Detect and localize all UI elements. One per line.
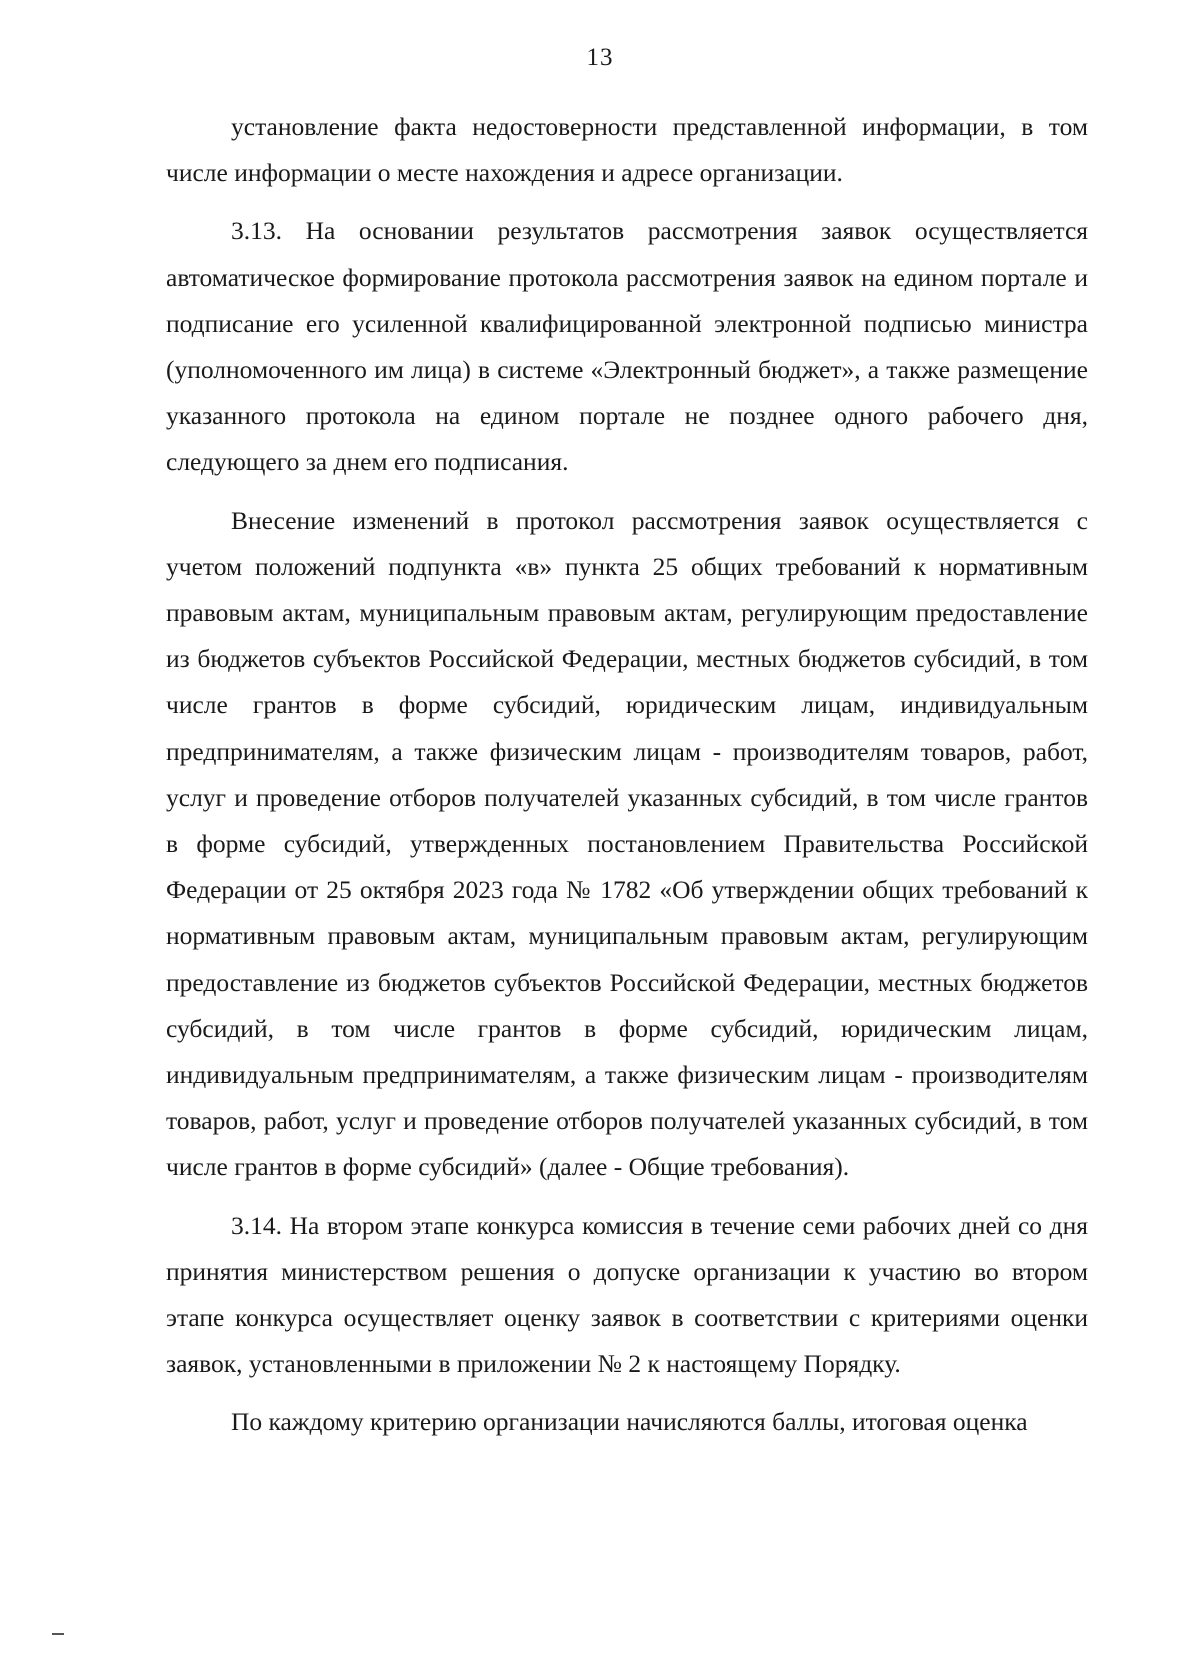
paragraph-scoring: По каждому критерию организации начисляются баллы, итоговая оценка — [231, 1407, 1028, 1437]
paragraph-3-13: 3.13. На основании результатов рассмотрения заявок осуществляется автоматическое формирование протокола рассмотрения заявок на едином портале и подписание его усиленной квалифицированной электронной подписью министра (уполномоченного им лица) в системе «Электронный бюджет», а также размещение указанного протокола на едином портале не позднее одного рабочего дня, следующего за днем его подписания. — [166, 216, 1088, 477]
paragraph-3-14: 3.14. На втором этапе конкурса комиссия в течение семи рабочих дней со дня принятия министерством решения о допуске организации к участию во втором этапе конкурса осуществляет оценку заявок в соответствии с критериями оценки заявок, установленными в приложении № 2 к настоящему Порядку. — [166, 1210, 1088, 1379]
paragraph-continuation: установление факта недостоверности представленной информации, в том числе информации о месте нахождения и адресе организации. — [166, 112, 1088, 188]
document-body — [166, 104, 1088, 1446]
scan-artifact-mark — [52, 1633, 64, 1635]
page-number: 13 — [586, 44, 614, 71]
paragraph-protocol-changes: Внесение изменений в протокол рассмотрения заявок осуществляется с учетом положений подпункта «в» пункта 25 общих требований к нормативным правовым актам, муниципальным правовым актам, регулирующим предоставление из бюджетов субъектов Российской Федерации, местных бюджетов субсидий, в том числе грантов в форме субсидий, юридическим лицам, индивидуальным предпринимателям, а также физическим лицам - производителям товаров, работ, услуг и проведение отборов получателей указанных субсидий, в том числе грантов в форме субсидий, утвержденных постановлением Правительства Российской Федерации от 25 октября 2023 года № 1782 «Об утверждении общих требований к нормативным правовым актам, муниципальным правовым актам, регулирующим предоставление из бюджетов субъектов Российской Федерации, местных бюджетов субсидий, в том числе грантов в форме субсидий, юридическим лицам, индивидуальным предпринимателям, а также физическим лицам - производителям товаров, работ, услуг и проведение отборов получателей указанных субсидий, в том числе грантов в форме субсидий» (далее - Общие требования). — [166, 505, 1088, 1182]
